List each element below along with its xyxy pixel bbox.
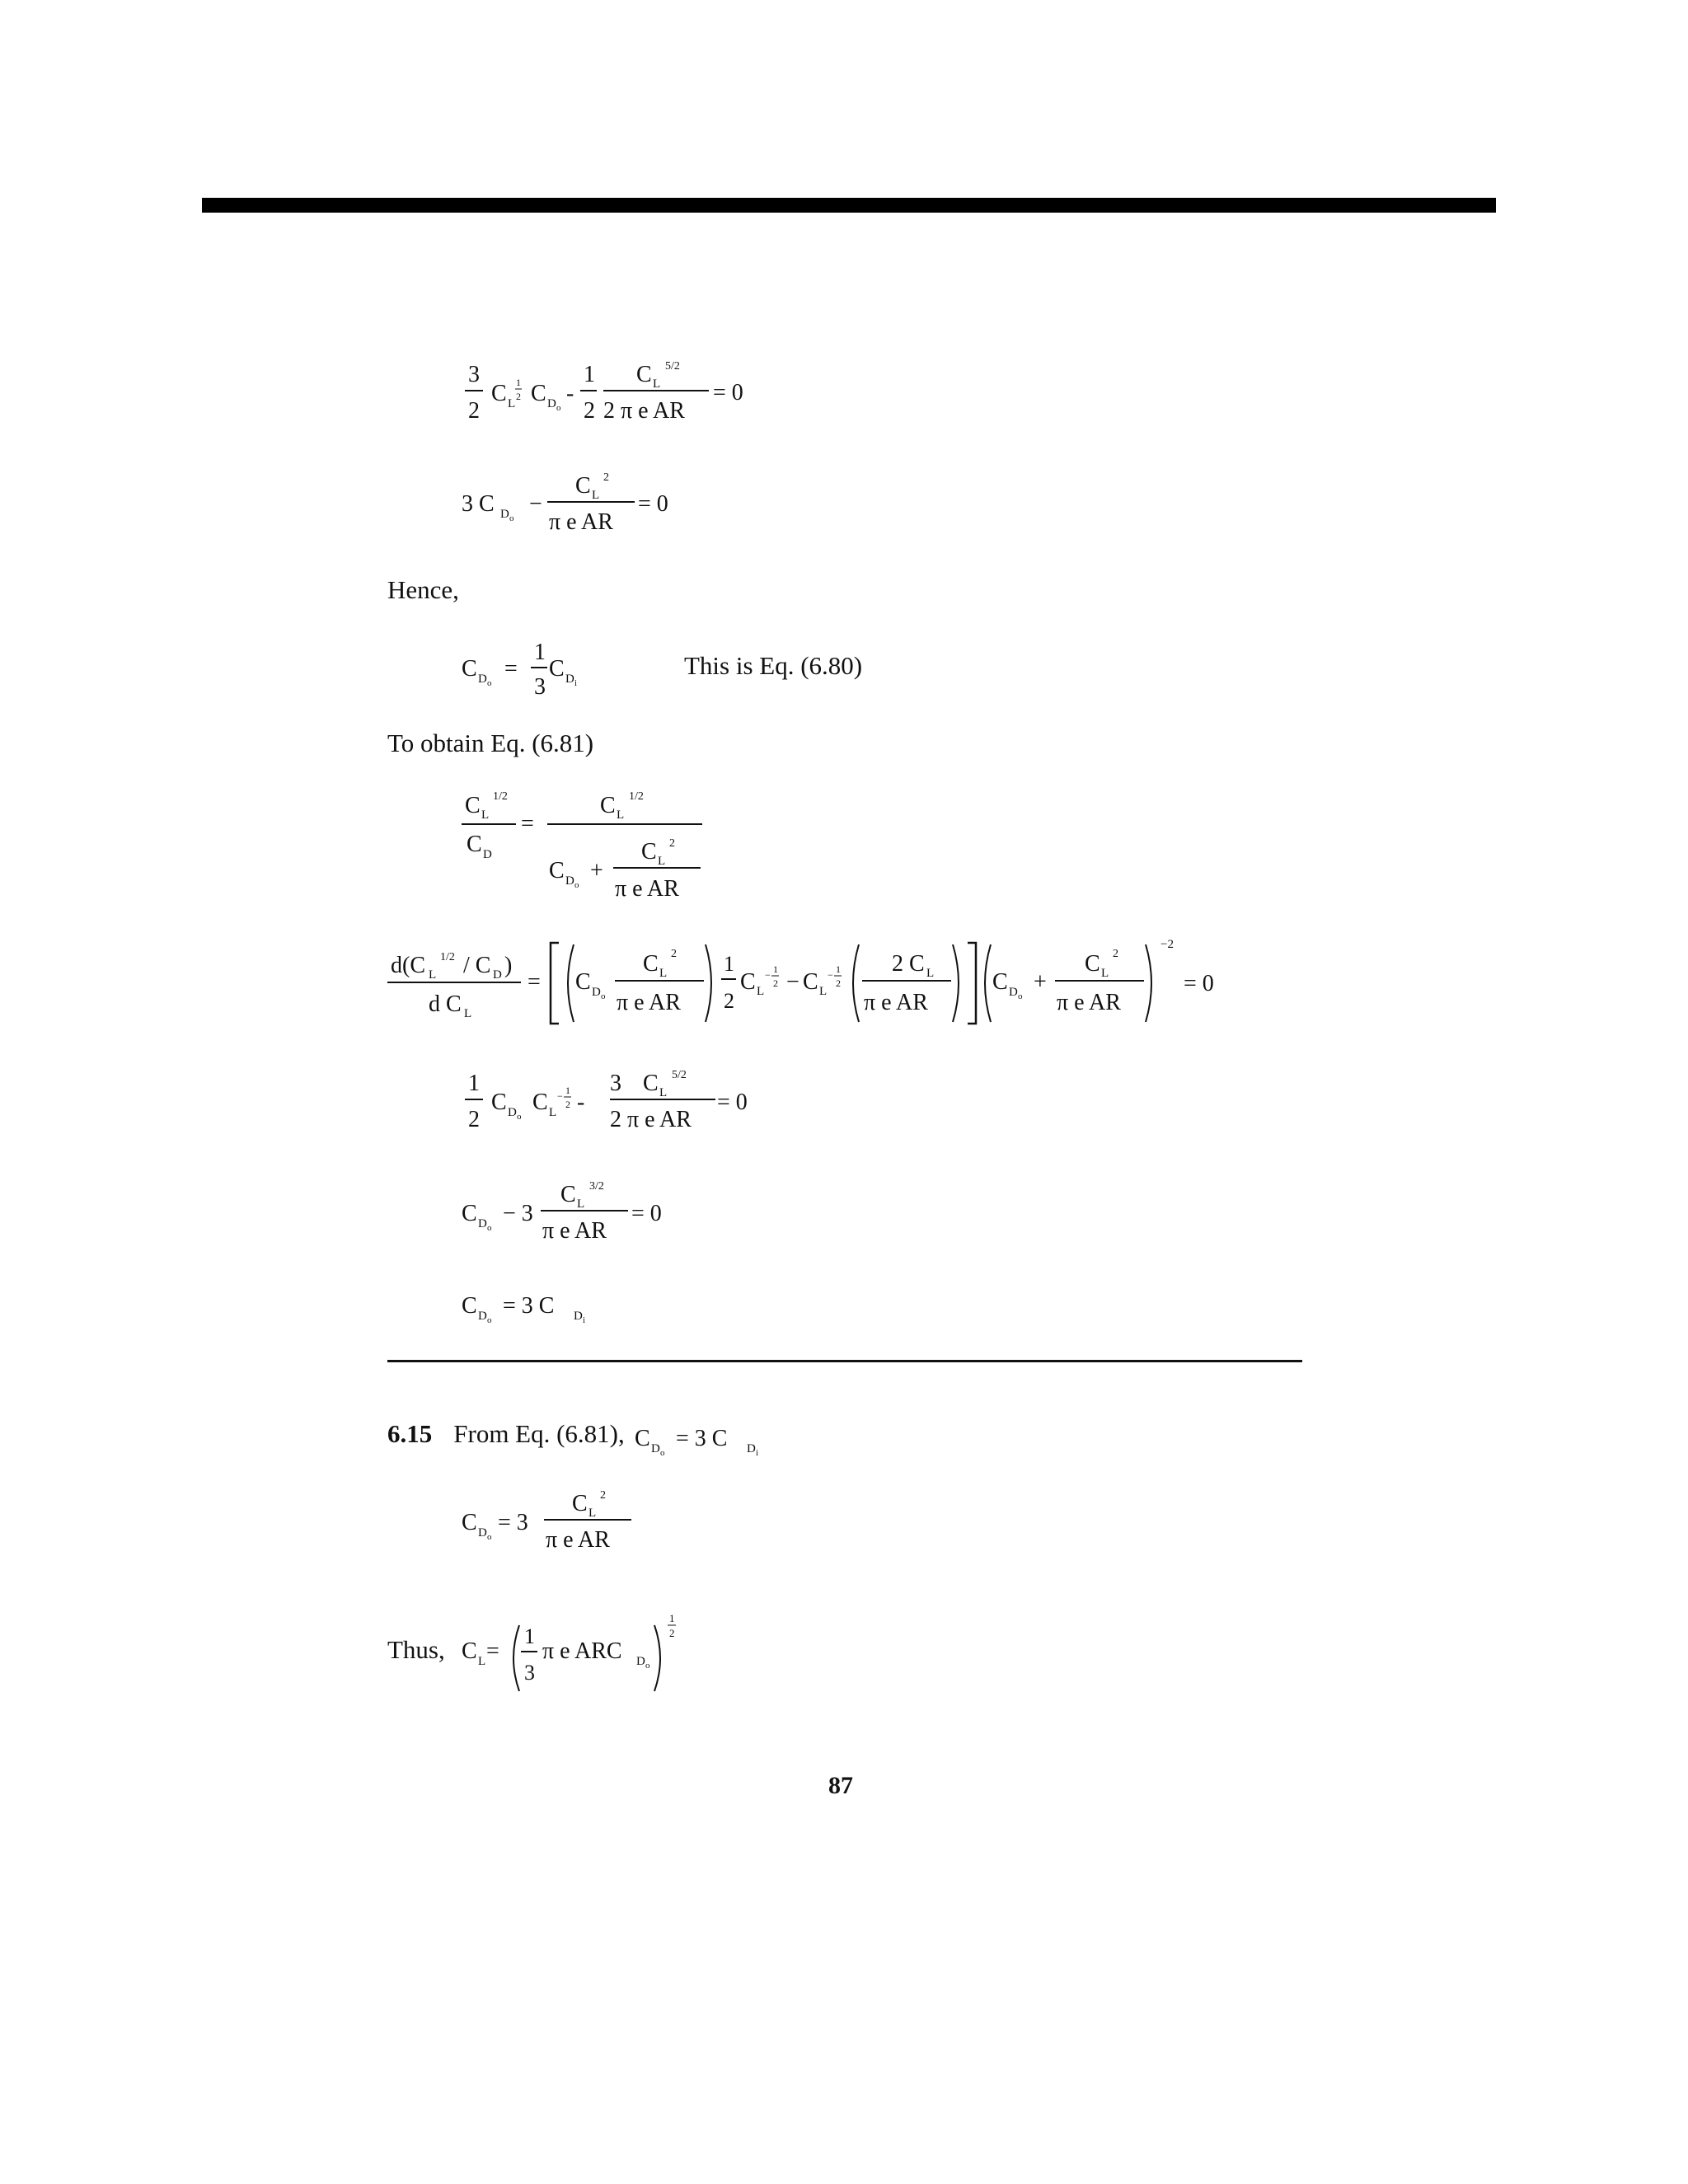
eq-6-80-note: This is Eq. (6.80) [684, 651, 863, 680]
svg-text:2 π e AR: 2 π e AR [603, 398, 685, 424]
svg-text:π e AR: π e AR [1057, 990, 1121, 1015]
svg-text:L: L [429, 968, 437, 982]
obtain-eq-6-81-label: To obtain Eq. (6.81) [387, 729, 594, 757]
svg-text:C: C [992, 969, 1008, 995]
svg-text:D: D [493, 968, 502, 982]
svg-text:L: L [549, 1106, 557, 1119]
svg-text:C: C [549, 858, 565, 883]
svg-text:π e AR: π e AR [546, 1527, 610, 1553]
svg-text:π e AR: π e AR [617, 990, 681, 1015]
svg-text:o: o [509, 513, 514, 523]
svg-text:C: C [740, 969, 756, 995]
svg-text:L: L [592, 489, 600, 502]
svg-text:o: o [601, 991, 606, 1001]
svg-text:o: o [487, 1532, 492, 1542]
svg-text:−: − [557, 1090, 563, 1102]
svg-text:2: 2 [600, 1489, 606, 1502]
svg-text:π e ARC: π e ARC [542, 1638, 622, 1664]
equation-lift-drag-ratio [462, 783, 725, 902]
svg-text:2: 2 [603, 471, 609, 484]
svg-text:L: L [819, 985, 828, 998]
svg-text:= 0: = 0 [717, 1090, 748, 1115]
svg-text:C: C [462, 1510, 477, 1535]
svg-text:L: L [926, 967, 935, 980]
svg-text:= 0: = 0 [631, 1201, 662, 1226]
svg-text:1: 1 [584, 362, 595, 387]
equation-derivative-reduced [462, 1174, 709, 1257]
equation-cdo-cl-squared [462, 1483, 676, 1566]
svg-text:3: 3 [524, 1661, 535, 1685]
svg-text:D: D [651, 1442, 660, 1455]
svg-text:/ C: / C [463, 953, 491, 978]
svg-text:C: C [643, 951, 659, 977]
svg-text:= 3 C: = 3 C [503, 1293, 555, 1319]
svg-text:3: 3 [534, 674, 546, 700]
svg-text:C: C [575, 473, 591, 499]
svg-text:D: D [592, 986, 601, 999]
svg-text:C: C [549, 656, 565, 682]
section-from-text: From Eq. (6.81), [453, 1419, 625, 1448]
svg-text:D: D [478, 673, 487, 686]
svg-text:i: i [583, 1315, 586, 1325]
svg-text:o: o [660, 1448, 665, 1458]
svg-text:−: − [765, 969, 771, 981]
svg-text:5/2: 5/2 [672, 1069, 687, 1081]
svg-text:L: L [659, 967, 668, 980]
equation-6-80 [462, 635, 593, 709]
svg-text:1: 1 [565, 1085, 570, 1096]
svg-text:C: C [560, 1182, 576, 1207]
svg-text:C: C [636, 362, 652, 387]
svg-text:C: C [531, 381, 546, 406]
equation-derivative-first [462, 354, 808, 437]
svg-text:D: D [483, 848, 492, 861]
svg-text:= 3: = 3 [498, 1510, 528, 1535]
svg-text:2: 2 [468, 398, 480, 424]
svg-text:D: D [478, 1217, 487, 1230]
svg-text:C: C [465, 793, 481, 818]
svg-text:=: = [486, 1638, 499, 1664]
svg-text:3: 3 [468, 362, 480, 387]
svg-text:=: = [528, 969, 541, 995]
svg-text:o: o [645, 1661, 650, 1671]
svg-text:2: 2 [724, 989, 734, 1013]
svg-text:d C: d C [429, 991, 462, 1017]
svg-text:π e AR: π e AR [549, 509, 613, 535]
svg-text:o: o [487, 1223, 492, 1233]
svg-text:−: − [786, 969, 799, 995]
svg-text:L: L [617, 808, 625, 822]
svg-text:o: o [1018, 991, 1023, 1001]
svg-text:i: i [756, 1448, 759, 1458]
svg-text:1: 1 [516, 377, 521, 388]
svg-text:D: D [478, 1310, 487, 1323]
svg-text:C: C [462, 656, 477, 682]
svg-text:D: D [500, 508, 509, 521]
svg-text:3: 3 [610, 1071, 621, 1096]
svg-text:−: − [529, 491, 542, 517]
top-rule [202, 198, 1496, 213]
svg-text:L: L [658, 855, 666, 868]
svg-text:2: 2 [671, 948, 677, 960]
svg-text:-: - [566, 381, 574, 406]
svg-text:D: D [747, 1442, 756, 1455]
svg-text:D: D [636, 1655, 645, 1668]
section-number: 6.15 [387, 1419, 433, 1448]
svg-text:1: 1 [669, 1612, 675, 1624]
svg-text:L: L [577, 1197, 585, 1211]
svg-text:=: = [521, 811, 534, 837]
svg-text:=: = [504, 656, 518, 682]
svg-text:1/2: 1/2 [440, 951, 455, 963]
svg-text:o: o [517, 1112, 522, 1122]
section-6-15-heading [387, 1419, 625, 1449]
svg-text:d(C: d(C [391, 953, 425, 978]
svg-text:o: o [574, 880, 579, 890]
svg-text:2 C: 2 C [892, 951, 925, 977]
thus-label: Thus, [387, 1635, 445, 1664]
equation-simplified-first [462, 466, 709, 548]
svg-text:D: D [508, 1106, 517, 1119]
svg-text:1: 1 [724, 952, 734, 976]
svg-text:−2: −2 [1160, 938, 1174, 951]
svg-text:2: 2 [565, 1099, 570, 1110]
svg-text:+: + [590, 858, 603, 883]
svg-text:C: C [572, 1491, 588, 1516]
svg-text:π e AR: π e AR [542, 1218, 607, 1244]
svg-text:2: 2 [669, 837, 675, 850]
svg-text:D: D [1009, 986, 1018, 999]
svg-text:L: L [1101, 967, 1109, 980]
svg-text:2: 2 [468, 1107, 480, 1132]
svg-text:o: o [556, 403, 561, 413]
svg-text:C: C [803, 969, 818, 995]
svg-text:1/2: 1/2 [493, 790, 508, 803]
svg-text:C: C [467, 832, 482, 857]
svg-text:L: L [757, 985, 765, 998]
section-divider [387, 1360, 1302, 1362]
svg-text:1: 1 [468, 1071, 480, 1096]
svg-text:C: C [462, 1638, 477, 1664]
svg-text:C: C [635, 1426, 650, 1451]
svg-text:C: C [643, 1071, 659, 1096]
svg-text:3/2: 3/2 [589, 1180, 604, 1193]
page-number: 87 [828, 1772, 853, 1799]
svg-text:C: C [462, 1201, 477, 1226]
equation-derivative-ratio [387, 931, 1236, 1038]
svg-text:C: C [641, 839, 657, 865]
svg-text:L: L [653, 377, 661, 391]
svg-text:-: - [577, 1090, 585, 1115]
svg-text:C: C [575, 969, 591, 995]
svg-text:o: o [487, 1315, 492, 1325]
svg-text:2: 2 [836, 977, 841, 989]
svg-text:L: L [588, 1507, 597, 1520]
svg-text:3 C: 3 C [462, 491, 495, 517]
svg-text:): ) [504, 953, 513, 978]
svg-text:1/2: 1/2 [629, 790, 644, 803]
svg-text:C: C [600, 793, 616, 818]
svg-text:L: L [481, 808, 490, 822]
svg-text:2: 2 [1113, 948, 1118, 960]
svg-text:1: 1 [836, 963, 841, 975]
svg-text:1: 1 [773, 963, 778, 975]
hence-label: Hence, [387, 575, 459, 604]
svg-text:C: C [532, 1090, 548, 1115]
equation-cl-result [462, 1607, 709, 1690]
svg-text:π e AR: π e AR [615, 876, 679, 902]
svg-text:1: 1 [534, 640, 546, 665]
svg-text:1: 1 [524, 1624, 535, 1648]
svg-text:+: + [1034, 969, 1047, 995]
svg-text:C: C [491, 381, 507, 406]
svg-text:o: o [487, 678, 492, 688]
svg-text:D: D [565, 874, 574, 888]
svg-text:2: 2 [584, 398, 595, 424]
svg-text:D: D [547, 397, 556, 410]
svg-text:C: C [462, 1293, 477, 1319]
svg-text:2: 2 [516, 391, 521, 402]
svg-text:= 3 C: = 3 C [676, 1426, 728, 1451]
svg-text:D: D [565, 673, 574, 686]
svg-text:L: L [478, 1655, 486, 1668]
equation-derivative-simplified [462, 1063, 791, 1146]
svg-text:5/2: 5/2 [665, 360, 680, 373]
svg-text:2: 2 [669, 1627, 675, 1639]
svg-text:= 0: = 0 [713, 380, 743, 405]
svg-text:−: − [828, 969, 833, 981]
svg-text:L: L [659, 1086, 668, 1099]
svg-text:D: D [478, 1526, 487, 1540]
svg-text:L: L [464, 1007, 472, 1020]
svg-text:= 0: = 0 [638, 491, 668, 517]
svg-text:2 π e AR: 2 π e AR [610, 1107, 692, 1132]
svg-text:D: D [574, 1310, 583, 1323]
svg-text:π e AR: π e AR [864, 990, 928, 1015]
svg-text:L: L [508, 397, 516, 410]
svg-text:2: 2 [773, 977, 778, 989]
equation-section-cdo-cdi [635, 1411, 775, 1460]
equation-6-81 [462, 1282, 626, 1331]
svg-text:C: C [1085, 951, 1100, 977]
svg-text:− 3: − 3 [503, 1201, 533, 1226]
svg-text:= 0: = 0 [1184, 971, 1214, 996]
svg-text:i: i [574, 678, 578, 688]
svg-text:C: C [491, 1090, 507, 1115]
